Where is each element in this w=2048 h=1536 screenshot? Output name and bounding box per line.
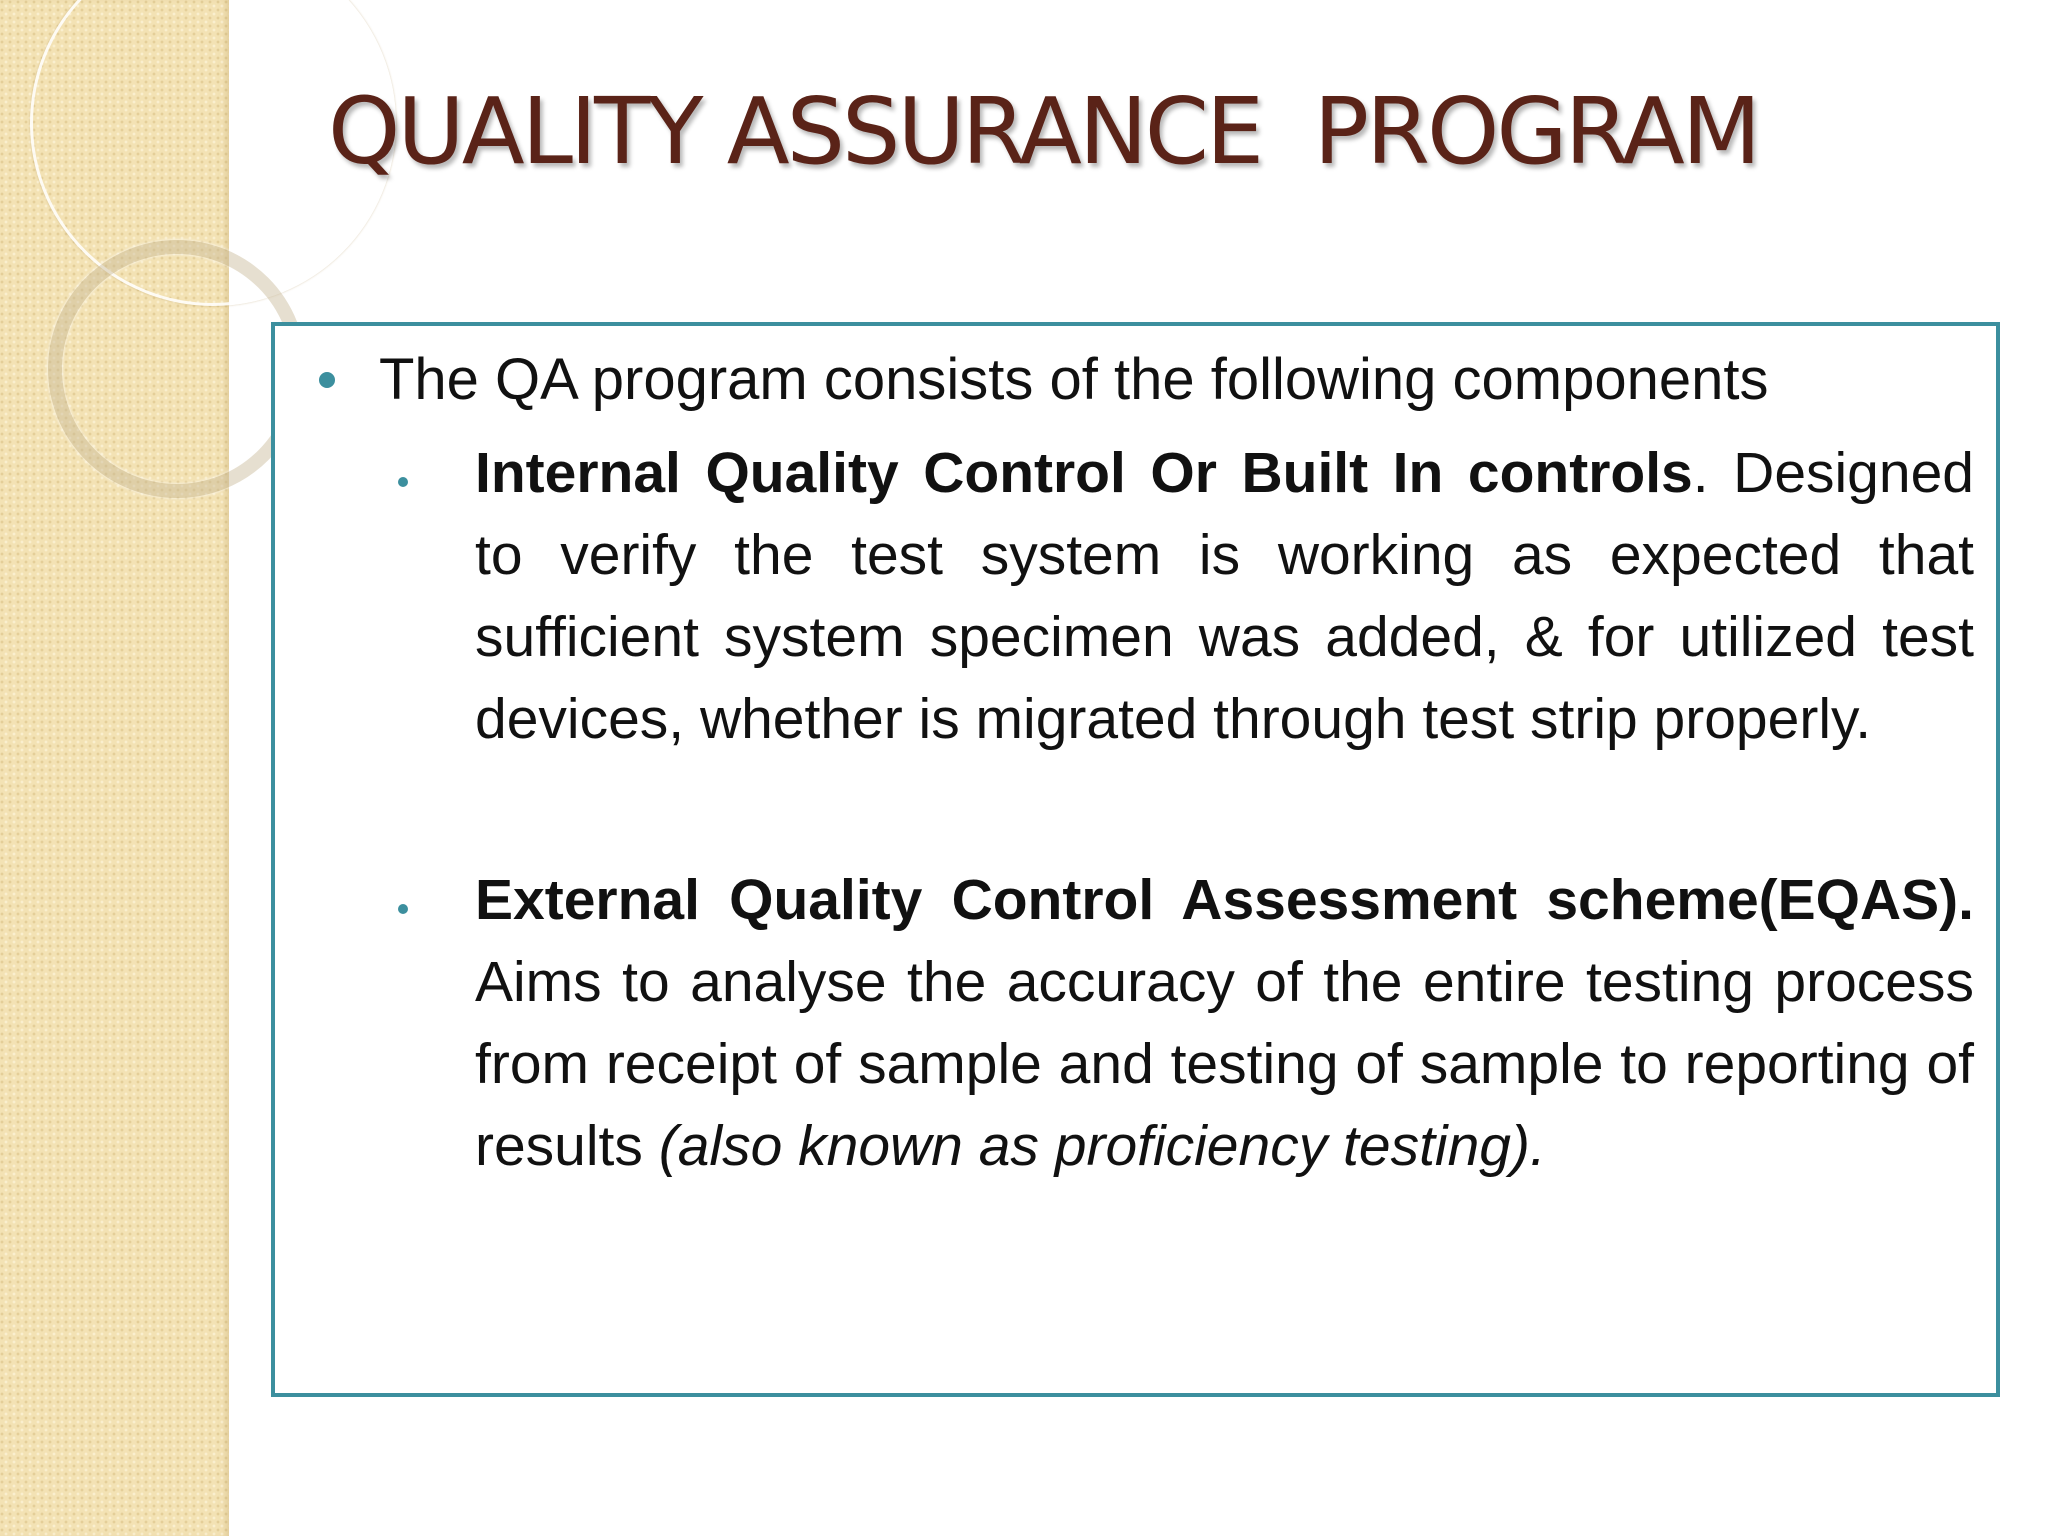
- component-external-qc: [475, 859, 1974, 1187]
- component-note: (also known as proficiency testing).: [658, 1114, 1546, 1178]
- component-body: Designed to verify the test system is working as expected that sufficient system specimen was added, & for utilized test devices, whether is migrated through test strip properly.: [475, 441, 1974, 751]
- sub-bullet-dot-icon: [398, 477, 408, 487]
- bullet-dot-icon: [319, 372, 335, 388]
- component-internal-qc: [475, 432, 1974, 760]
- component-body: Aims to analyse the accuracy of the entire testing process from receipt of sample and testing of sample to reporting of results: [475, 950, 1974, 1178]
- decorative-side-band: [0, 0, 229, 1536]
- content-box: [271, 322, 2000, 1397]
- component-heading: External Quality Control Assessment scheme(EQAS).: [475, 868, 1974, 932]
- intro-bullet: The QA program consists of the following components: [379, 347, 1769, 412]
- sub-bullet-dot-icon: [398, 904, 408, 914]
- component-heading: Internal Quality Control Or Built In controls: [475, 441, 1693, 505]
- slide-title: QUALITY ASSURANCE PROGRAM: [328, 78, 1759, 185]
- component-heading-suffix: .: [1692, 441, 1709, 505]
- decorative-ring-small: [48, 240, 306, 498]
